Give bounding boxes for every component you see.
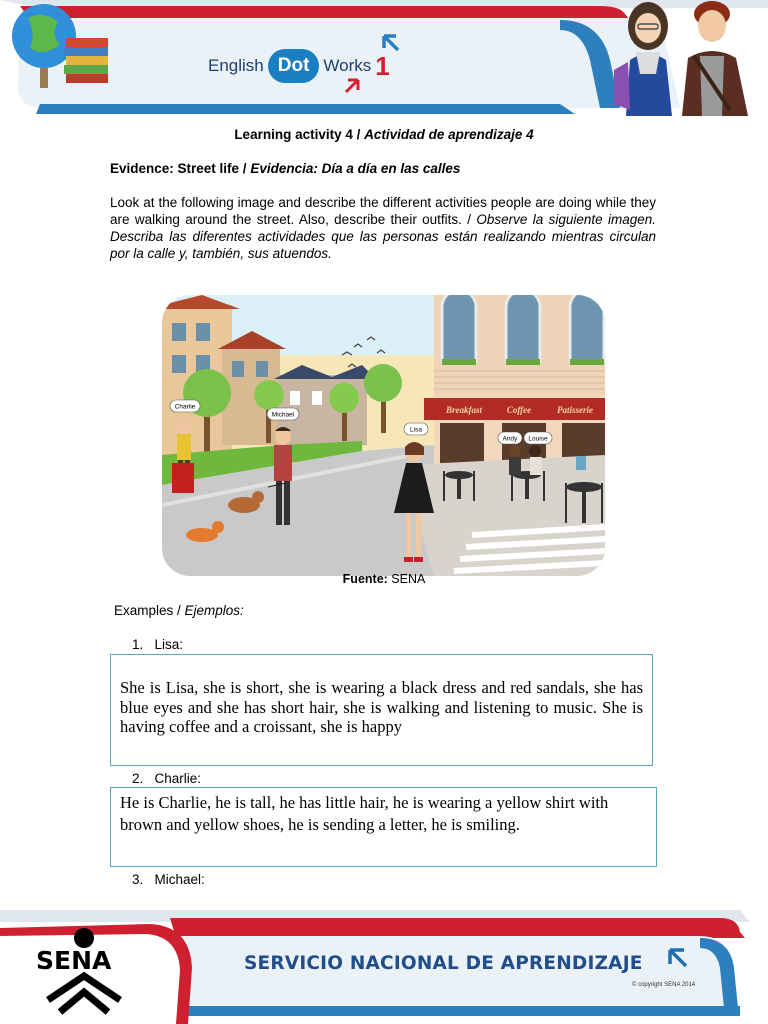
label-charlie: Charlie — [174, 403, 196, 411]
copyright-text: © copyright SENA 2014 — [632, 982, 696, 988]
brand-english: English — [208, 56, 264, 75]
examples-label-es: Ejemplos: — [184, 603, 244, 618]
item-name: Michael: — [154, 872, 205, 887]
item-name: Lisa: — [154, 637, 184, 652]
item-number: 2. — [132, 771, 144, 786]
instructions-paragraph — [110, 194, 656, 262]
label-louise: Louise — [528, 435, 548, 443]
evidence-title — [110, 161, 460, 176]
evidence-title-en: Evidence: Street life / — [110, 161, 251, 176]
activity-title-en: Learning activity 4 / — [234, 127, 365, 142]
label-michael: Michael — [271, 411, 295, 419]
example-item-1 — [132, 637, 183, 652]
sign-patisserie: Patisserie — [557, 405, 593, 415]
brand-logo — [208, 44, 390, 88]
books-icon — [66, 38, 108, 47]
footer-title: SERVICIO NACIONAL DE APRENDIZAJE — [244, 953, 643, 974]
footer-banner — [0, 908, 768, 1024]
brand-works: Works — [323, 56, 372, 75]
item-number: 3. — [132, 872, 144, 887]
evidence-title-es: Evidencia: Día a día en las calles — [250, 161, 461, 176]
example-item-3 — [132, 872, 205, 887]
activity-title-es: Actividad de aprendizaje 4 — [364, 127, 534, 142]
label-lisa: Lisa — [410, 426, 422, 434]
activity-title — [0, 127, 768, 142]
example-item-2 — [132, 771, 201, 786]
header-banner — [0, 0, 768, 116]
caption-label: Fuente: — [342, 572, 388, 586]
examples-heading — [114, 603, 244, 618]
brand-dot: Dot — [268, 49, 320, 83]
item-name: Charlie: — [154, 771, 202, 786]
caption-source: SENA — [387, 572, 426, 586]
answer-box-lisa[interactable]: She is Lisa, she is short, she is wearing a black dress and red sandals, she has blue eyes and she has short hair, she is walking and listening to music. She is having coffee and a croissant, she is happy — [110, 654, 653, 766]
examples-label-en: Examples / — [114, 603, 185, 618]
sena-logo-text: SENA — [36, 946, 112, 975]
street-scene-illustration — [162, 295, 605, 576]
sign-coffee: Coffee — [506, 405, 532, 415]
street-scene-image — [162, 295, 605, 576]
boy-character-illustration — [682, 1, 748, 116]
brand-number: 1 — [375, 50, 390, 81]
image-caption — [0, 572, 768, 586]
item-number: 1. — [132, 637, 144, 652]
sign-breakfast: Breakfast — [446, 405, 482, 415]
sena-logo-icon — [74, 928, 94, 948]
instructions-es: Observe la siguiente imagen. Describa las diferentes actividades que las personas están realizando mientras circulan por la calle y, también, sus atuendos. — [110, 212, 656, 261]
label-andy: Andy — [502, 435, 518, 443]
answer-box-charlie[interactable]: He is Charlie, he is tall, he has little hair, he is wearing a yellow shirt with brown and yellow shoes, he is sending a letter, he is smiling. — [110, 787, 657, 867]
instructions-en: Look at the following image and describe the different activities people are doing while they are walking around the street. Also, describe their outfits. / — [110, 195, 656, 227]
